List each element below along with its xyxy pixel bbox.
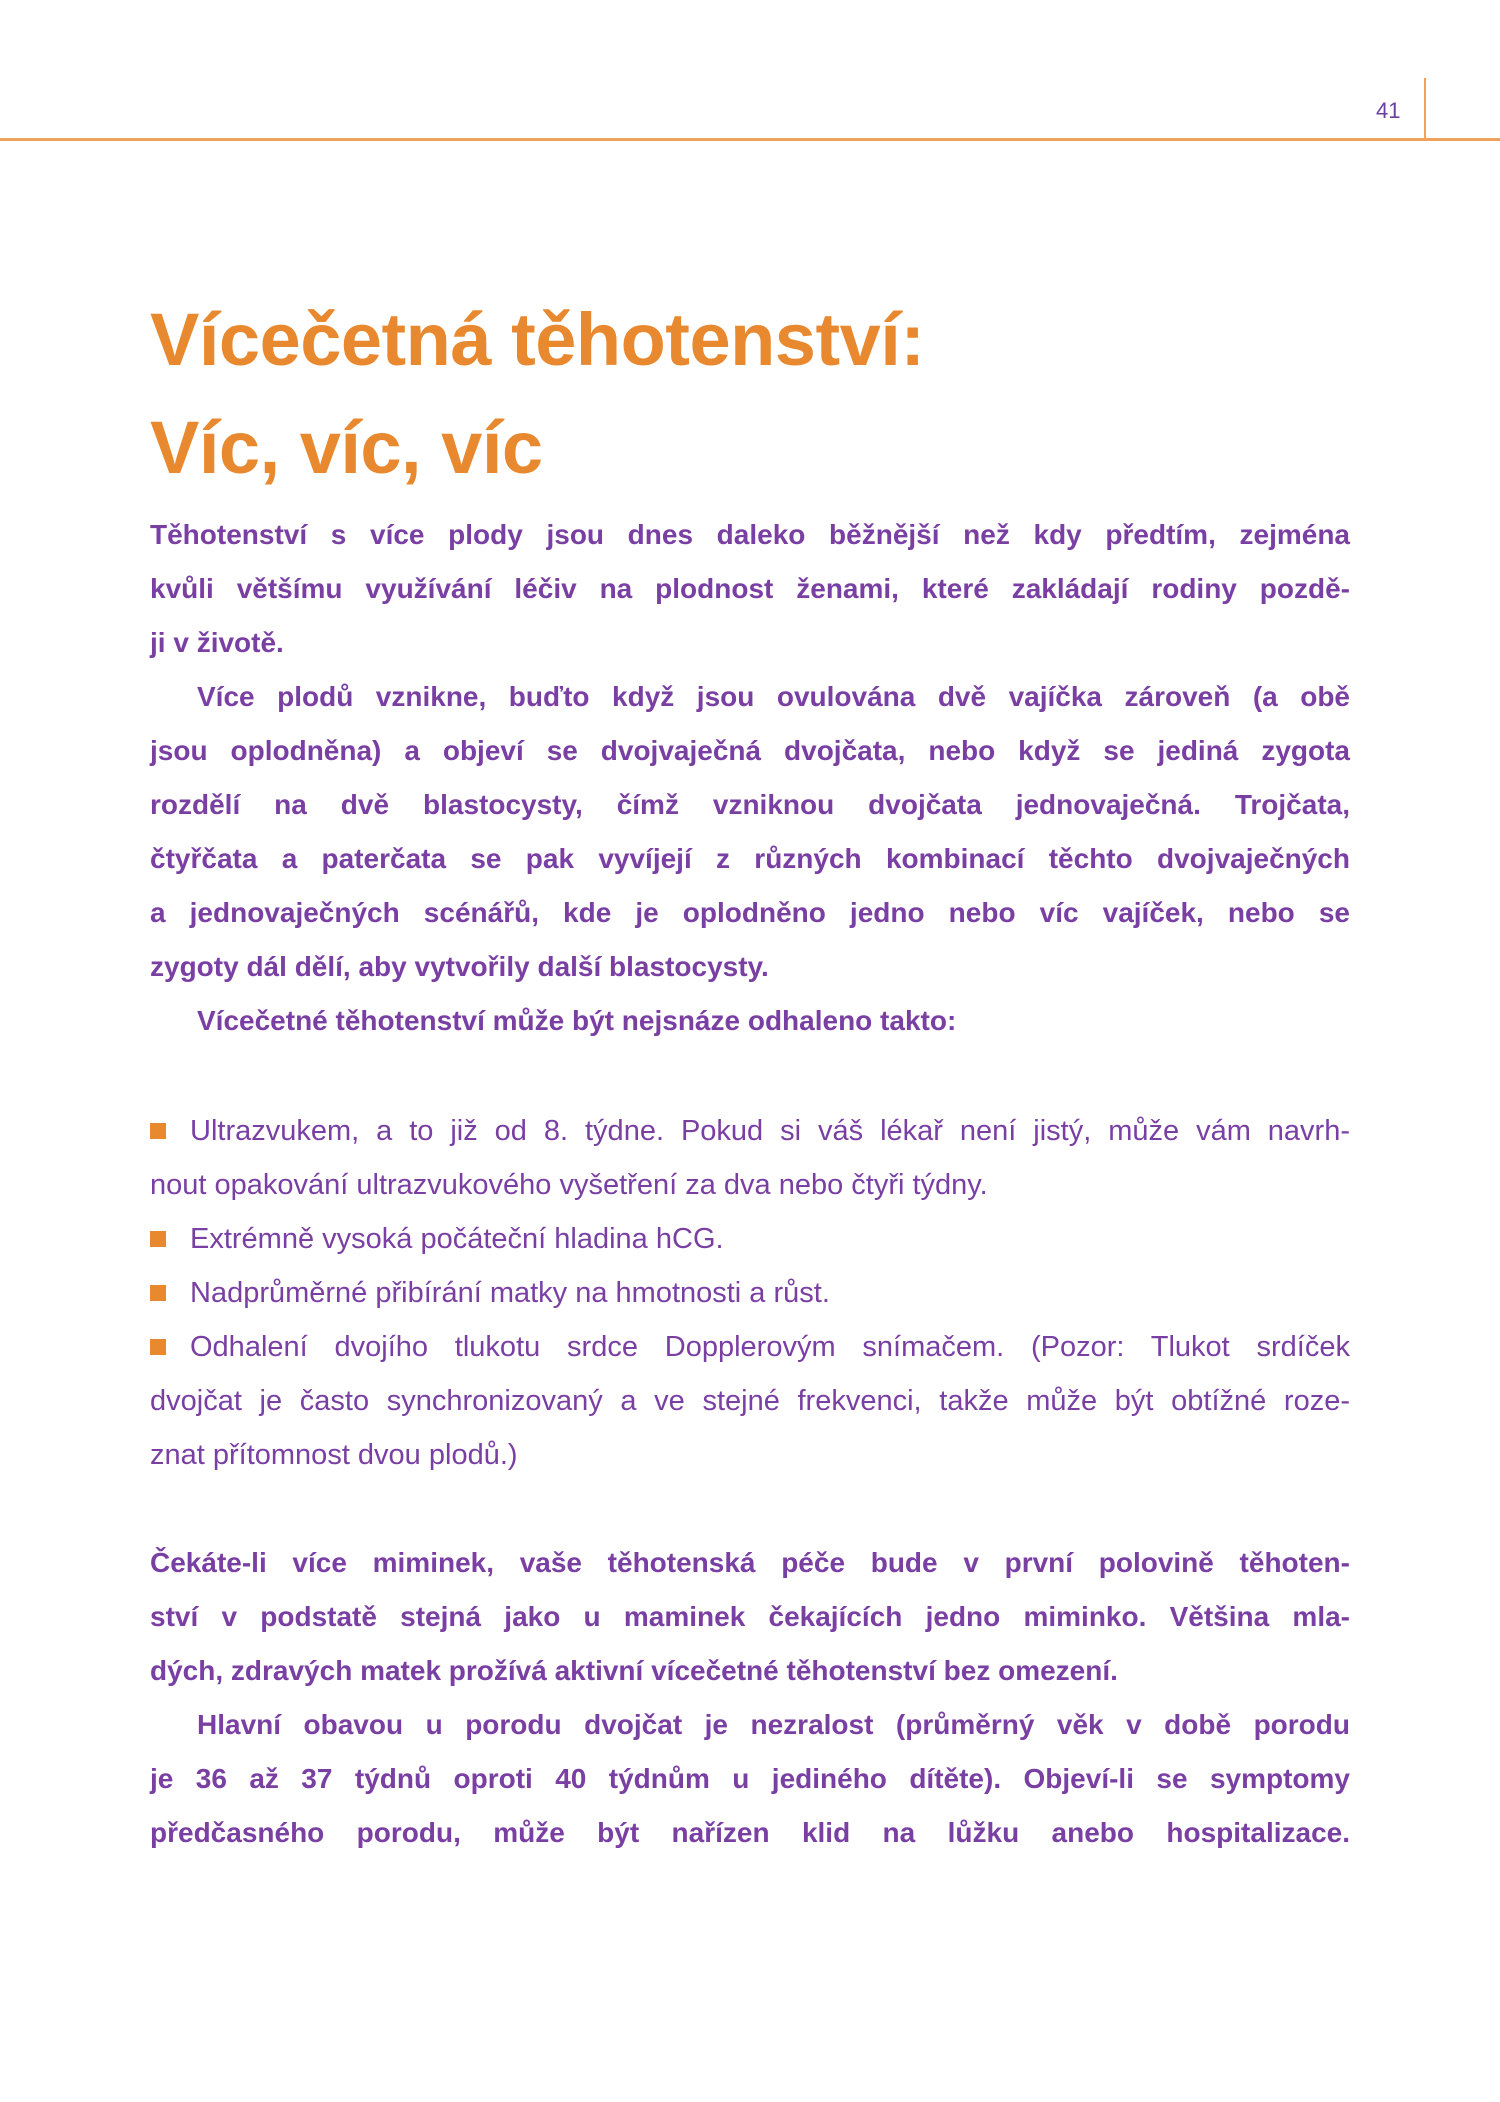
paragraph-line (150, 562, 1350, 616)
paragraph-line (150, 940, 1350, 994)
line-text: dých, zdravých matek prožívá aktivní vícečetné těhotenství bez omezení. (150, 1655, 1118, 1686)
chapter-title-line-1: Vícečetná těhotenství: (150, 298, 925, 381)
paragraph-line (150, 1752, 1350, 1806)
line-text: předčasného porodu, může být nařízen klid na lůžku anebo hospitalizace. (150, 1817, 1350, 1848)
bullet-item (150, 1266, 1350, 1320)
header-vertical-rule (1424, 78, 1426, 140)
line-text: čtyřčata a paterčata se pak vyvíjejí z různých kombinací těchto dvojvaječných (150, 843, 1350, 874)
bullet-item (150, 1104, 1350, 1158)
line-text: Vícečetné těhotenství může být nejsnáze odhaleno takto: (197, 1005, 957, 1036)
line-text: nout opakování ultrazvukového vyšetření za dva nebo čtyři týdny. (150, 1169, 988, 1201)
line-text: Ultrazvukem, a to již od 8. týdne. Pokud si váš lékař není jistý, může vám navrh- (190, 1115, 1350, 1147)
line-text: rozdělí na dvě blastocysty, čímž vzniknou dvojčata jednovaječná. Trojčata, (150, 789, 1350, 820)
bullet-item (150, 1320, 1350, 1374)
paragraph-line (150, 1698, 1350, 1752)
paragraph-line (150, 1590, 1350, 1644)
line-text: Těhotenství s více plody jsou dnes daleko běžnější než kdy předtím, zejména (150, 519, 1350, 550)
line-text: zygoty dál dělí, aby vytvořily další blastocysty. (150, 951, 769, 982)
paragraph-line (150, 886, 1350, 940)
square-bullet-icon (150, 1285, 166, 1301)
bullet-item-continuation (150, 1158, 1350, 1212)
line-text: Nadprůměrné přibírání matky na hmotnosti a růst. (190, 1277, 830, 1309)
line-text: a jednovaječných scénářů, kde je oplodněno jedno nebo víc vajíček, nebo se (150, 897, 1350, 928)
line-text: ji v životě. (150, 627, 284, 658)
line-text: Extrémně vysoká počáteční hladina hCG. (190, 1223, 724, 1255)
paragraph-line (150, 1806, 1350, 1860)
bullet-item-continuation (150, 1374, 1350, 1428)
chapter-title-line-2: Víc, víc, víc (150, 406, 543, 489)
line-text: Čekáte-li více miminek, vaše těhotenská péče bude v první polovině těhoten- (150, 1547, 1350, 1578)
paragraph-line (150, 508, 1350, 562)
care-paragraphs (150, 1536, 1350, 1860)
line-text: Hlavní obavou u porodu dvojčat je nezralost (průměrný věk v době porodu (197, 1709, 1350, 1740)
line-text: znat přítomnost dvou plodů.) (150, 1439, 518, 1471)
paragraph-line (150, 670, 1350, 724)
line-text: Více plodů vznikne, buďto když jsou ovulována dvě vajíčka zároveň (a obě (197, 681, 1350, 712)
bullet-item (150, 1212, 1350, 1266)
line-text: kvůli většímu využívání léčiv na plodnost ženami, které zakládají rodiny pozdě- (150, 573, 1350, 604)
paragraph-line (150, 778, 1350, 832)
square-bullet-icon (150, 1123, 166, 1139)
paragraph-line (150, 724, 1350, 778)
square-bullet-icon (150, 1339, 166, 1355)
page-number: 41 (1376, 98, 1401, 123)
bullet-item-continuation (150, 1428, 1350, 1482)
paragraph-line (150, 616, 1350, 670)
intro-paragraphs (150, 508, 1350, 1048)
line-text: je 36 až 37 týdnů oproti 40 týdnům u jediného dítěte). Objeví-li se symptomy (150, 1763, 1350, 1794)
paragraph-line (150, 1536, 1350, 1590)
paragraph-line (150, 1644, 1350, 1698)
line-text: dvojčat je často synchronizovaný a ve stejné frekvenci, takže může být obtížné roze- (150, 1385, 1350, 1417)
line-text: Odhalení dvojího tlukotu srdce Dopplerovým snímačem. (Pozor: Tlukot srdíček (190, 1331, 1350, 1363)
line-text: jsou oplodněna) a objeví se dvojvaječná dvojčata, nebo když se jediná zygota (150, 735, 1350, 766)
paragraph-line (150, 832, 1350, 886)
header-rule (0, 138, 1500, 141)
square-bullet-icon (150, 1231, 166, 1247)
line-text: ství v podstatě stejná jako u maminek čekajících jedno miminko. Většina mla- (150, 1601, 1350, 1632)
detection-bullet-list (150, 1104, 1350, 1482)
paragraph-line (150, 994, 1350, 1048)
